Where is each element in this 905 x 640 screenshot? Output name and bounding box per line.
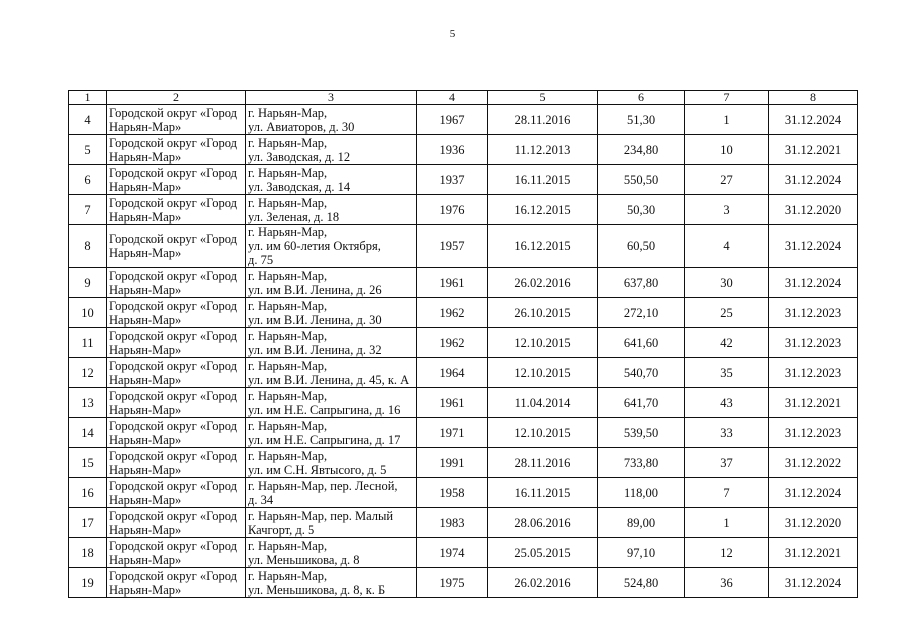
- row-number-cell: 11: [69, 328, 107, 358]
- table-row: [69, 478, 858, 508]
- row-number-cell: 6: [69, 165, 107, 195]
- residents-count-cell: 33: [685, 418, 769, 448]
- area-cell: 89,00: [598, 508, 685, 538]
- residents-count-cell: 30: [685, 268, 769, 298]
- year-built-cell: 1958: [417, 478, 488, 508]
- municipality-cell-line: Городской округ «Город: [109, 568, 237, 583]
- recognition-date-cell: 11.12.2013: [488, 135, 598, 165]
- municipality-cell: [107, 225, 246, 268]
- residents-count-cell: 37: [685, 448, 769, 478]
- table-row: [69, 268, 858, 298]
- address-cell-line: ул. им С.Н. Явтысого, д. 5: [248, 462, 387, 477]
- area-cell: 234,80: [598, 135, 685, 165]
- resettlement-deadline-cell: 31.12.2023: [769, 418, 858, 448]
- year-built-cell: 1991: [417, 448, 488, 478]
- resettlement-deadline-cell: 31.12.2023: [769, 328, 858, 358]
- municipality-cell: [107, 135, 246, 165]
- resettlement-deadline-cell: 31.12.2021: [769, 388, 858, 418]
- area-cell: 524,80: [598, 568, 685, 598]
- column-header: 2: [107, 91, 246, 105]
- address-cell: [246, 538, 417, 568]
- municipality-cell-line: Нарьян-Мар»: [109, 552, 182, 567]
- municipality-cell-line: Городской округ «Город: [109, 388, 237, 403]
- recognition-date-cell: 16.11.2015: [488, 478, 598, 508]
- area-cell: 540,70: [598, 358, 685, 388]
- address-cell-line: ул. Меньшикова, д. 8: [248, 552, 360, 567]
- address-cell: [246, 328, 417, 358]
- residents-count-cell: 3: [685, 195, 769, 225]
- recognition-date-cell: 25.05.2015: [488, 538, 598, 568]
- address-cell-line: г. Нарьян-Мар,: [248, 448, 328, 463]
- row-number-cell: 13: [69, 388, 107, 418]
- municipality-cell: [107, 358, 246, 388]
- address-cell-line: г. Нарьян-Мар,: [248, 538, 328, 553]
- resettlement-deadline-cell: 31.12.2021: [769, 538, 858, 568]
- year-built-cell: 1974: [417, 538, 488, 568]
- residents-count-cell: 4: [685, 225, 769, 268]
- municipality-cell-line: Нарьян-Мар»: [109, 432, 182, 447]
- municipality-cell: [107, 165, 246, 195]
- address-cell-line: г. Нарьян-Мар,: [248, 568, 328, 583]
- resettlement-deadline-cell: 31.12.2024: [769, 268, 858, 298]
- municipality-cell-line: Нарьян-Мар»: [109, 119, 182, 134]
- header-row: [69, 91, 858, 105]
- address-cell-line: г. Нарьян-Мар, пер. Лесной,: [248, 478, 398, 493]
- recognition-date-cell: 11.04.2014: [488, 388, 598, 418]
- row-number-cell: 14: [69, 418, 107, 448]
- table-row: [69, 508, 858, 538]
- address-cell: [246, 388, 417, 418]
- address-cell-line: ул. им В.И. Ленина, д. 26: [248, 282, 382, 297]
- recognition-date-cell: 12.10.2015: [488, 358, 598, 388]
- address-cell-line: г. Нарьян-Мар,: [248, 225, 328, 239]
- column-header: 3: [246, 91, 417, 105]
- table-row: [69, 195, 858, 225]
- area-cell: 637,80: [598, 268, 685, 298]
- area-cell: 641,60: [598, 328, 685, 358]
- municipality-cell-line: Городской округ «Город: [109, 105, 237, 120]
- residents-count-cell: 7: [685, 478, 769, 508]
- address-cell-line: г. Нарьян-Мар,: [248, 358, 328, 373]
- municipality-cell-line: Нарьян-Мар»: [109, 149, 182, 164]
- year-built-cell: 1962: [417, 328, 488, 358]
- municipality-cell-line: Городской округ «Город: [109, 195, 237, 210]
- resettlement-deadline-cell: 31.12.2020: [769, 508, 858, 538]
- residents-count-cell: 25: [685, 298, 769, 328]
- row-number-cell: 5: [69, 135, 107, 165]
- municipality-cell-line: Нарьян-Мар»: [109, 402, 182, 417]
- address-cell-line: г. Нарьян-Мар,: [248, 135, 328, 150]
- resettlement-deadline-cell: 31.12.2024: [769, 165, 858, 195]
- address-cell-line: Качгорт, д. 5: [248, 522, 315, 537]
- recognition-date-cell: 12.10.2015: [488, 418, 598, 448]
- municipality-cell-line: Нарьян-Мар»: [109, 522, 182, 537]
- column-header: 4: [417, 91, 488, 105]
- recognition-date-cell: 16.12.2015: [488, 225, 598, 268]
- municipality-cell-line: Городской округ «Город: [109, 448, 237, 463]
- address-cell-line: ул. Заводская, д. 12: [248, 149, 351, 164]
- address-cell-line: г. Нарьян-Мар,: [248, 268, 328, 283]
- municipality-cell-line: Городской округ «Город: [109, 165, 237, 180]
- area-cell: 118,00: [598, 478, 685, 508]
- year-built-cell: 1967: [417, 105, 488, 135]
- municipality-cell: [107, 448, 246, 478]
- municipality-cell-line: Нарьян-Мар»: [109, 492, 182, 507]
- recognition-date-cell: 28.11.2016: [488, 105, 598, 135]
- address-cell-line: ул. им В.И. Ленина, д. 30: [248, 312, 382, 327]
- municipality-cell-line: Нарьян-Мар»: [109, 462, 182, 477]
- recognition-date-cell: 26.02.2016: [488, 268, 598, 298]
- municipality-cell: [107, 268, 246, 298]
- table-body: [69, 105, 858, 598]
- residents-count-cell: 36: [685, 568, 769, 598]
- municipality-cell-line: Нарьян-Мар»: [109, 179, 182, 194]
- municipality-cell-line: Городской округ «Город: [109, 135, 237, 150]
- municipality-cell: [107, 388, 246, 418]
- year-built-cell: 1976: [417, 195, 488, 225]
- address-cell-line: ул. Зеленая, д. 18: [248, 209, 340, 224]
- municipality-cell-line: Городской округ «Город: [109, 508, 237, 523]
- table-row: [69, 328, 858, 358]
- municipality-cell-line: Нарьян-Мар»: [109, 246, 182, 260]
- column-header: 6: [598, 91, 685, 105]
- address-cell-line: ул. Авиаторов, д. 30: [248, 119, 355, 134]
- year-built-cell: 1971: [417, 418, 488, 448]
- address-cell-line: г. Нарьян-Мар,: [248, 105, 328, 120]
- municipality-cell-line: Городской округ «Город: [109, 538, 237, 553]
- year-built-cell: 1964: [417, 358, 488, 388]
- table-row: [69, 448, 858, 478]
- table-row: [69, 105, 858, 135]
- municipality-cell: [107, 328, 246, 358]
- year-built-cell: 1962: [417, 298, 488, 328]
- residents-count-cell: 10: [685, 135, 769, 165]
- address-cell: [246, 165, 417, 195]
- address-cell-line: ул. им В.И. Ленина, д. 45, к. А: [248, 372, 410, 387]
- column-header: 5: [488, 91, 598, 105]
- row-number-cell: 8: [69, 225, 107, 268]
- address-cell-line: ул. Меньшикова, д. 8, к. Б: [248, 582, 386, 597]
- address-cell: [246, 268, 417, 298]
- municipality-cell-line: Городской округ «Город: [109, 478, 237, 493]
- recognition-date-cell: 16.12.2015: [488, 195, 598, 225]
- column-header: 8: [769, 91, 858, 105]
- table-row: [69, 418, 858, 448]
- municipality-cell: [107, 478, 246, 508]
- address-cell-line: г. Нарьян-Мар,: [248, 388, 328, 403]
- address-cell: [246, 568, 417, 598]
- table-row: [69, 165, 858, 195]
- address-cell: [246, 298, 417, 328]
- address-cell-line: г. Нарьян-Мар,: [248, 298, 328, 313]
- year-built-cell: 1983: [417, 508, 488, 538]
- municipality-cell-line: Городской округ «Город: [109, 418, 237, 433]
- row-number-cell: 10: [69, 298, 107, 328]
- row-number-cell: 4: [69, 105, 107, 135]
- residents-count-cell: 43: [685, 388, 769, 418]
- municipality-cell-line: Нарьян-Мар»: [109, 312, 182, 327]
- table-row: [69, 225, 858, 268]
- column-header: 7: [685, 91, 769, 105]
- recognition-date-cell: 26.02.2016: [488, 568, 598, 598]
- resettlement-deadline-cell: 31.12.2024: [769, 225, 858, 268]
- municipality-cell-line: Нарьян-Мар»: [109, 342, 182, 357]
- municipality-cell-line: Городской округ «Город: [109, 328, 237, 343]
- address-cell-line: г. Нарьян-Мар,: [248, 328, 328, 343]
- recognition-date-cell: 16.11.2015: [488, 165, 598, 195]
- address-cell-line: г. Нарьян-Мар,: [248, 165, 328, 180]
- area-cell: 51,30: [598, 105, 685, 135]
- resettlement-deadline-cell: 31.12.2023: [769, 358, 858, 388]
- municipality-cell-line: Городской округ «Город: [109, 232, 237, 246]
- municipality-cell: [107, 298, 246, 328]
- table-row: [69, 388, 858, 418]
- row-number-cell: 19: [69, 568, 107, 598]
- recognition-date-cell: 28.11.2016: [488, 448, 598, 478]
- municipality-cell: [107, 538, 246, 568]
- address-cell: [246, 105, 417, 135]
- area-cell: 539,50: [598, 418, 685, 448]
- municipality-cell: [107, 105, 246, 135]
- resettlement-deadline-cell: 31.12.2024: [769, 105, 858, 135]
- row-number-cell: 18: [69, 538, 107, 568]
- table-row: [69, 135, 858, 165]
- row-number-cell: 16: [69, 478, 107, 508]
- address-cell: [246, 478, 417, 508]
- resettlement-deadline-cell: 31.12.2024: [769, 568, 858, 598]
- page-number: 5: [449, 28, 456, 40]
- municipality-cell-line: Городской округ «Город: [109, 298, 237, 313]
- recognition-date-cell: 28.06.2016: [488, 508, 598, 538]
- address-cell-line: ул. им Н.Е. Сапрыгина, д. 17: [248, 432, 401, 447]
- municipality-cell: [107, 568, 246, 598]
- residents-count-cell: 1: [685, 105, 769, 135]
- municipality-cell-line: Городской округ «Город: [109, 358, 237, 373]
- address-cell: [246, 418, 417, 448]
- resettlement-deadline-cell: 31.12.2023: [769, 298, 858, 328]
- row-number-cell: 9: [69, 268, 107, 298]
- residents-count-cell: 35: [685, 358, 769, 388]
- year-built-cell: 1957: [417, 225, 488, 268]
- address-cell-line: г. Нарьян-Мар,: [248, 195, 328, 210]
- address-cell-line: д. 34: [248, 492, 274, 507]
- municipality-cell-line: Нарьян-Мар»: [109, 372, 182, 387]
- municipality-cell: [107, 508, 246, 538]
- municipality-cell-line: Нарьян-Мар»: [109, 582, 182, 597]
- residents-count-cell: 27: [685, 165, 769, 195]
- area-cell: 60,50: [598, 225, 685, 268]
- address-cell-line: ул. им Н.Е. Сапрыгина, д. 16: [248, 402, 401, 417]
- table-row: [69, 538, 858, 568]
- address-cell: [246, 195, 417, 225]
- recognition-date-cell: 26.10.2015: [488, 298, 598, 328]
- address-cell-line: ул. им 60-летия Октября,: [248, 239, 381, 253]
- resettlement-deadline-cell: 31.12.2021: [769, 135, 858, 165]
- area-cell: 550,50: [598, 165, 685, 195]
- resettlement-deadline-cell: 31.12.2024: [769, 478, 858, 508]
- row-number-cell: 15: [69, 448, 107, 478]
- area-cell: 50,30: [598, 195, 685, 225]
- address-cell-line: д. 75: [248, 253, 274, 267]
- municipality-cell: [107, 195, 246, 225]
- year-built-cell: 1961: [417, 268, 488, 298]
- address-cell-line: г. Нарьян-Мар, пер. Малый: [248, 508, 394, 523]
- recognition-date-cell: 12.10.2015: [488, 328, 598, 358]
- address-cell-line: г. Нарьян-Мар,: [248, 418, 328, 433]
- table-header: [69, 91, 858, 105]
- year-built-cell: 1937: [417, 165, 488, 195]
- municipality-cell: [107, 418, 246, 448]
- table-row: [69, 298, 858, 328]
- municipality-cell-line: Нарьян-Мар»: [109, 209, 182, 224]
- area-cell: 733,80: [598, 448, 685, 478]
- year-built-cell: 1975: [417, 568, 488, 598]
- year-built-cell: 1961: [417, 388, 488, 418]
- area-cell: 641,70: [598, 388, 685, 418]
- address-cell-line: ул. им В.И. Ленина, д. 32: [248, 342, 382, 357]
- address-cell-line: ул. Заводская, д. 14: [248, 179, 351, 194]
- resettlement-deadline-cell: 31.12.2022: [769, 448, 858, 478]
- address-cell: [246, 135, 417, 165]
- residents-count-cell: 12: [685, 538, 769, 568]
- column-header: 1: [69, 91, 107, 105]
- area-cell: 97,10: [598, 538, 685, 568]
- resettlement-deadline-cell: 31.12.2020: [769, 195, 858, 225]
- row-number-cell: 7: [69, 195, 107, 225]
- address-cell: [246, 508, 417, 538]
- address-cell: [246, 225, 417, 268]
- municipality-cell-line: Нарьян-Мар»: [109, 282, 182, 297]
- area-cell: 272,10: [598, 298, 685, 328]
- table-row: [69, 568, 858, 598]
- address-cell: [246, 358, 417, 388]
- residents-count-cell: 1: [685, 508, 769, 538]
- table-row: [69, 358, 858, 388]
- row-number-cell: 12: [69, 358, 107, 388]
- row-number-cell: 17: [69, 508, 107, 538]
- municipality-cell-line: Городской округ «Город: [109, 268, 237, 283]
- residents-count-cell: 42: [685, 328, 769, 358]
- address-cell: [246, 448, 417, 478]
- year-built-cell: 1936: [417, 135, 488, 165]
- housing-registry-table: [68, 90, 858, 598]
